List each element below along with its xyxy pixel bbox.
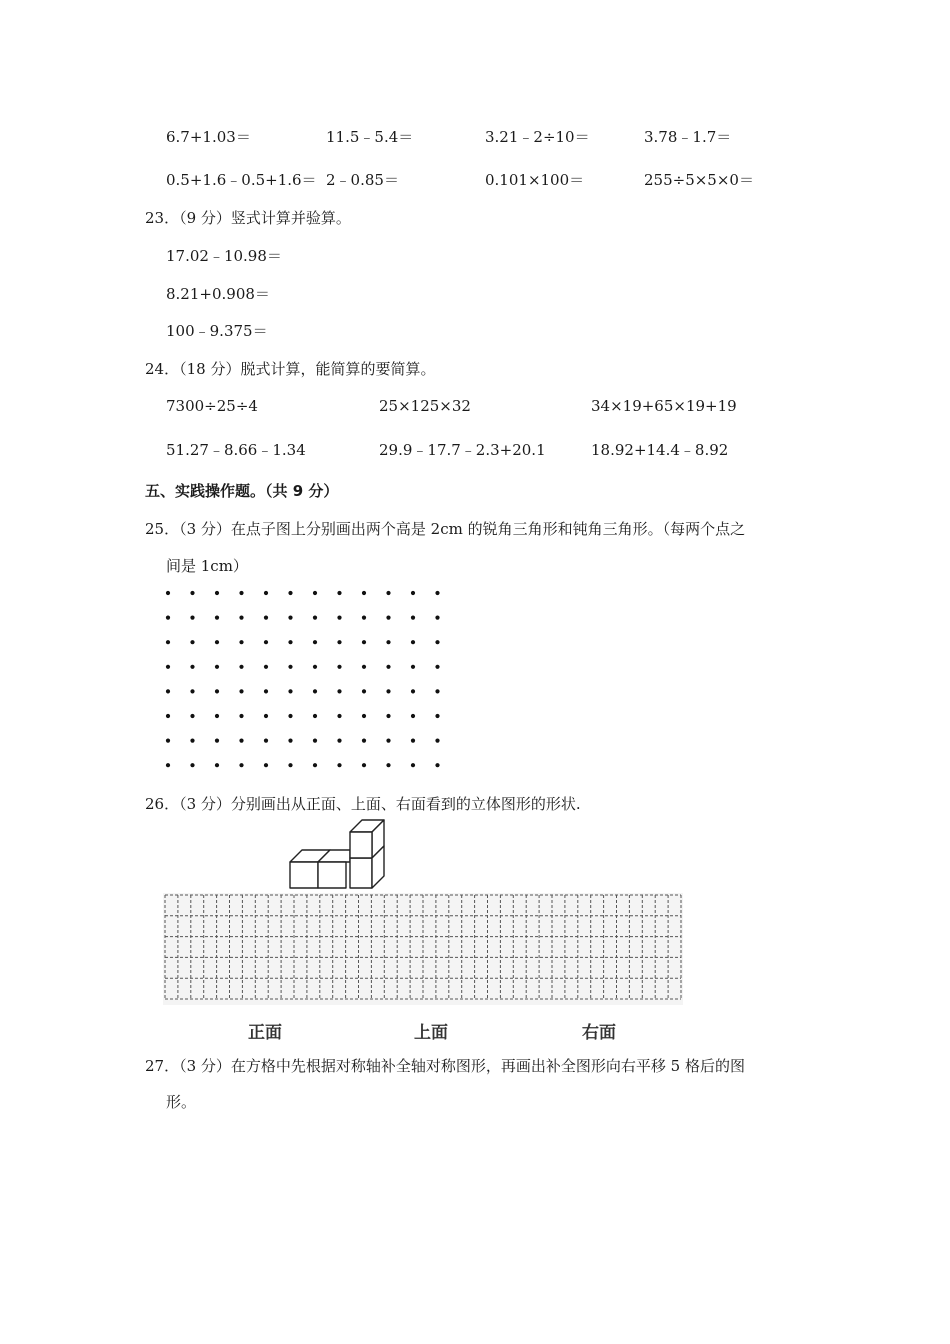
- grid-dot[interactable]: [411, 763, 415, 767]
- grid-dot[interactable]: [166, 739, 170, 743]
- grid-dot[interactable]: [239, 714, 243, 718]
- grid-dot[interactable]: [411, 689, 415, 693]
- grid-dot[interactable]: [435, 640, 439, 644]
- grid-dot[interactable]: [215, 665, 219, 669]
- grid-dot[interactable]: [190, 591, 194, 595]
- grid-dot[interactable]: [362, 714, 366, 718]
- grid-dot[interactable]: [337, 763, 341, 767]
- grid-dot[interactable]: [362, 739, 366, 743]
- grid-dot[interactable]: [190, 689, 194, 693]
- q25-line-1: 25．（3 分）在点子图上分别画出两个高是 2cm 的锐角三角形和钝角三角形。（每两个点之: [145, 520, 746, 538]
- grid-dot[interactable]: [166, 714, 170, 718]
- q23-item-3: 100﹣9.375＝: [166, 322, 268, 340]
- oral-calc-5: 0.5+1.6﹣0.5+1.6＝: [166, 171, 317, 189]
- q23-item-1: 17.02﹣10.98＝: [166, 247, 282, 265]
- grid-dot[interactable]: [215, 739, 219, 743]
- grid-dot[interactable]: [435, 763, 439, 767]
- grid-dot[interactable]: [313, 616, 317, 620]
- grid-dot[interactable]: [166, 689, 170, 693]
- grid-dot[interactable]: [190, 616, 194, 620]
- grid-dot[interactable]: [411, 739, 415, 743]
- grid-dot[interactable]: [288, 616, 292, 620]
- q24-title: 24．（18 分）脱式计算，能简算的要简算。: [145, 360, 436, 378]
- grid-dot[interactable]: [190, 763, 194, 767]
- oral-calc-4: 3.78﹣1.7＝: [644, 128, 732, 146]
- grid-dot[interactable]: [215, 763, 219, 767]
- grid-dot[interactable]: [190, 640, 194, 644]
- grid-dot[interactable]: [239, 640, 243, 644]
- q26-title: 26．（3 分）分别画出从正面、上面、右面看到的立体图形的形状.: [145, 795, 581, 813]
- grid-dot[interactable]: [386, 714, 390, 718]
- grid-dot[interactable]: [337, 714, 341, 718]
- grid-dot[interactable]: [166, 665, 170, 669]
- q25-line-2: 间是 1cm）: [166, 557, 248, 575]
- grid-dot[interactable]: [411, 640, 415, 644]
- grid-dot[interactable]: [190, 714, 194, 718]
- grid-dot[interactable]: [337, 591, 341, 595]
- grid-dot[interactable]: [411, 714, 415, 718]
- grid-dot[interactable]: [313, 739, 317, 743]
- grid-dot[interactable]: [288, 640, 292, 644]
- grid-dot[interactable]: [190, 665, 194, 669]
- grid-dot[interactable]: [435, 689, 439, 693]
- grid-dot[interactable]: [411, 665, 415, 669]
- q24-item-6: 18.92+14.4﹣8.92: [591, 441, 729, 459]
- q24-item-5: 29.9﹣17.7﹣2.3+20.1: [379, 441, 546, 459]
- q27-line-2: 形。: [166, 1093, 197, 1111]
- grid-dot[interactable]: [215, 640, 219, 644]
- oral-calc-3: 3.21﹣2÷10＝: [485, 128, 590, 146]
- grid-dot[interactable]: [386, 739, 390, 743]
- q24-item-3: 34×19+65×19+19: [591, 397, 737, 415]
- grid-dot[interactable]: [264, 640, 268, 644]
- grid-dot[interactable]: [362, 640, 366, 644]
- grid-dot[interactable]: [166, 763, 170, 767]
- grid-dot[interactable]: [362, 616, 366, 620]
- grid-dot[interactable]: [166, 640, 170, 644]
- grid-dot[interactable]: [264, 689, 268, 693]
- oral-calc-7: 0.101×100＝: [485, 171, 585, 189]
- grid-dot[interactable]: [313, 665, 317, 669]
- grid-dot[interactable]: [239, 616, 243, 620]
- grid-dot[interactable]: [362, 763, 366, 767]
- q23-title: 23．（9 分）竖式计算并验算。: [145, 209, 351, 227]
- grid-dot[interactable]: [288, 665, 292, 669]
- grid-dot[interactable]: [313, 714, 317, 718]
- grid-dot[interactable]: [288, 739, 292, 743]
- oral-calc-6: 2﹣0.85＝: [326, 171, 399, 189]
- grid-dot[interactable]: [264, 665, 268, 669]
- grid-dot[interactable]: [239, 689, 243, 693]
- label-right-view: 右面: [582, 1023, 616, 1043]
- oral-calc-1: 6.7+1.03＝: [166, 128, 251, 146]
- grid-dot[interactable]: [386, 616, 390, 620]
- grid-dot[interactable]: [362, 689, 366, 693]
- grid-dot[interactable]: [166, 616, 170, 620]
- grid-dot[interactable]: [435, 665, 439, 669]
- q24-item-1: 7300÷25÷4: [166, 397, 258, 415]
- q24-item-2: 25×125×32: [379, 397, 471, 415]
- grid-dot[interactable]: [288, 714, 292, 718]
- grid-dot[interactable]: [337, 665, 341, 669]
- q24-item-4: 51.27﹣8.66﹣1.34: [166, 441, 306, 459]
- grid-dot[interactable]: [435, 714, 439, 718]
- grid-dot[interactable]: [313, 689, 317, 693]
- oral-calc-8: 255÷5×5×0＝: [644, 171, 754, 189]
- grid-dot[interactable]: [435, 616, 439, 620]
- grid-dot[interactable]: [264, 591, 268, 595]
- grid-dot[interactable]: [264, 739, 268, 743]
- grid-dot[interactable]: [386, 763, 390, 767]
- q23-item-2: 8.21+0.908＝: [166, 285, 270, 303]
- grid-dot[interactable]: [190, 739, 194, 743]
- grid-dot[interactable]: [337, 739, 341, 743]
- dot-grid[interactable]: [160, 583, 460, 783]
- section-title: 五、实践操作题。（共 9 分）: [145, 482, 339, 500]
- grid-dot[interactable]: [264, 714, 268, 718]
- grid-dot[interactable]: [435, 591, 439, 595]
- grid-dot[interactable]: [313, 591, 317, 595]
- grid-dot[interactable]: [264, 616, 268, 620]
- label-top-view: 上面: [414, 1023, 448, 1043]
- q27-line-1: 27．（3 分）在方格中先根据对称轴补全轴对称图形，再画出补全图形向右平移 5 格后的图: [145, 1057, 745, 1075]
- grid-dot[interactable]: [215, 616, 219, 620]
- grid-dot[interactable]: [386, 591, 390, 595]
- grid-dot[interactable]: [264, 763, 268, 767]
- grid-dot[interactable]: [239, 665, 243, 669]
- grid-dot[interactable]: [337, 689, 341, 693]
- grid-dot[interactable]: [337, 616, 341, 620]
- grid-dot[interactable]: [313, 640, 317, 644]
- grid-dot[interactable]: [239, 591, 243, 595]
- cube-stack-figure: [280, 818, 400, 893]
- grid-dot[interactable]: [411, 616, 415, 620]
- grid-dot[interactable]: [386, 640, 390, 644]
- oral-calc-2: 11.5﹣5.4＝: [326, 128, 414, 146]
- grid-dot[interactable]: [215, 591, 219, 595]
- grid-dot[interactable]: [166, 591, 170, 595]
- grid-dot[interactable]: [337, 640, 341, 644]
- grid-dot[interactable]: [288, 689, 292, 693]
- view-drawing-grid[interactable]: [163, 893, 683, 1005]
- label-front-view: 正面: [248, 1023, 282, 1043]
- grid-dot[interactable]: [239, 763, 243, 767]
- grid-dot[interactable]: [215, 714, 219, 718]
- grid-dot[interactable]: [288, 763, 292, 767]
- grid-dot[interactable]: [362, 665, 366, 669]
- grid-dot[interactable]: [313, 763, 317, 767]
- grid-dot[interactable]: [411, 591, 415, 595]
- grid-dot[interactable]: [386, 665, 390, 669]
- grid-dot[interactable]: [239, 739, 243, 743]
- grid-dot[interactable]: [288, 591, 292, 595]
- grid-dot[interactable]: [215, 689, 219, 693]
- grid-dot[interactable]: [435, 739, 439, 743]
- grid-dot[interactable]: [362, 591, 366, 595]
- grid-dot[interactable]: [386, 689, 390, 693]
